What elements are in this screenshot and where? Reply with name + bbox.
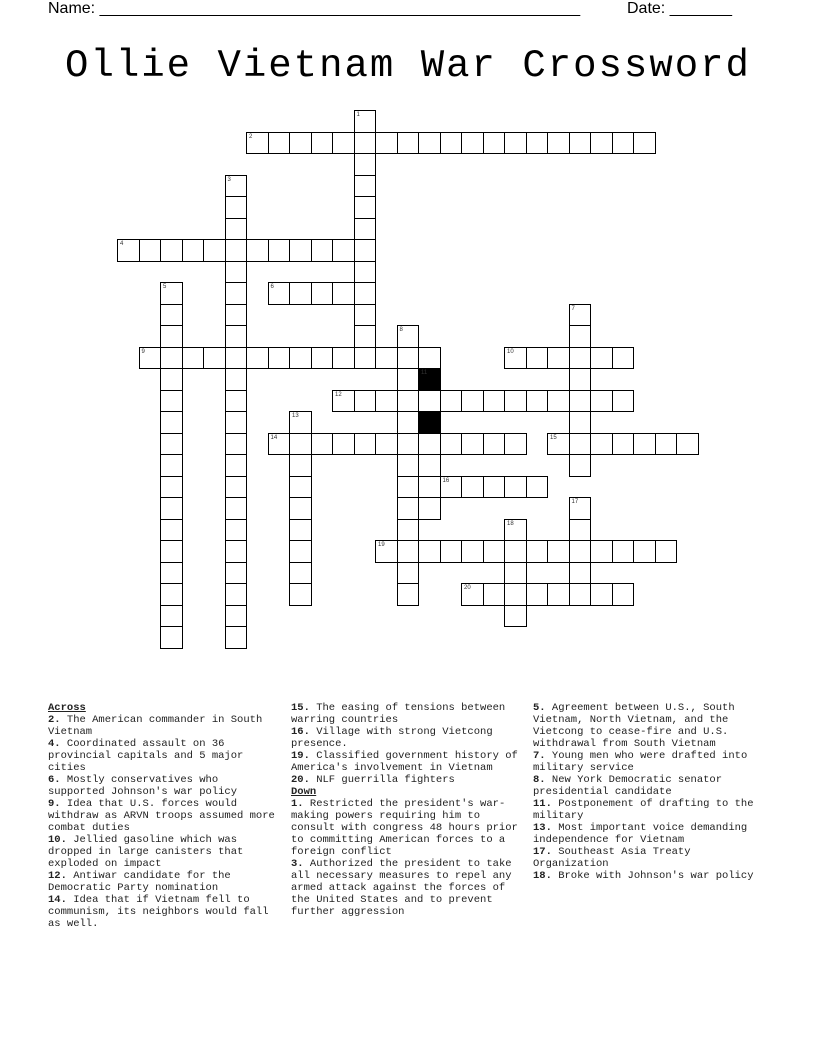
across-clue (48, 894, 278, 930)
grid-cell[interactable] (633, 540, 656, 563)
grid-cell[interactable] (225, 626, 248, 649)
grid-cell[interactable] (612, 390, 635, 413)
clue-number: 18 (507, 520, 514, 527)
grid-cell[interactable] (483, 132, 506, 155)
grid-cell[interactable] (289, 132, 312, 155)
clue-text: Village with strong Vietcong presence. (291, 726, 493, 750)
grid-cell[interactable] (268, 239, 291, 262)
clue-text: Idea that if Vietnam fell to communism, its neighbors would fall as well. (48, 894, 269, 930)
grid-cell[interactable] (590, 433, 613, 456)
grid-cell[interactable] (440, 433, 463, 456)
grid-cell[interactable] (397, 368, 420, 391)
grid-cell[interactable] (397, 562, 420, 585)
grid-cell[interactable] (418, 132, 441, 155)
clue-text: Idea that U.S. forces would withdraw as ARVN troops assumed more combat duties (48, 798, 275, 834)
grid-cell[interactable] (504, 583, 527, 606)
grid-cell[interactable] (225, 476, 248, 499)
grid-cell[interactable] (504, 540, 527, 563)
grid-cell[interactable] (547, 433, 570, 456)
grid-cell[interactable] (612, 540, 635, 563)
grid-cell[interactable] (139, 347, 162, 370)
down-clue (291, 858, 521, 918)
clue-number: 10 (507, 348, 514, 355)
grid-cell[interactable] (612, 433, 635, 456)
grid-cell[interactable] (397, 433, 420, 456)
grid-cell[interactable] (461, 540, 484, 563)
grid-cell[interactable] (289, 454, 312, 477)
grid-cell[interactable] (397, 411, 420, 434)
clue-text: Coordinated assault on 36 provincial capitals and 5 major cities (48, 738, 244, 774)
grid-cell[interactable] (612, 347, 635, 370)
grid-cell[interactable] (160, 411, 183, 434)
grid-cell[interactable] (160, 282, 183, 305)
down-clue (533, 750, 758, 774)
clue-label: 3. (291, 858, 304, 870)
clue-number: 2 (249, 133, 253, 140)
clue-text: Authorized the president to take all necessary measures to repel any armed attack against the forces of the United States and to prevent further aggression (291, 858, 512, 918)
grid-cell[interactable] (569, 132, 592, 155)
page-title: Ollie Vietnam War Crossword (65, 44, 751, 88)
clue-number: 7 (571, 305, 575, 312)
grid-cell[interactable] (203, 347, 226, 370)
clues-column-2 (291, 702, 521, 918)
grid-cell[interactable] (483, 390, 506, 413)
clue-text: Young men who were drafted into military service (533, 750, 748, 774)
grid-cell[interactable] (354, 282, 377, 305)
clue-label: 14. (48, 894, 67, 906)
grid-cell[interactable] (569, 325, 592, 348)
grid-cell[interactable] (160, 562, 183, 585)
grid-cell[interactable] (440, 390, 463, 413)
grid-cell[interactable] (268, 132, 291, 155)
clue-number: 13 (292, 413, 299, 419)
grid-cell[interactable] (160, 583, 183, 606)
grid-cell[interactable] (225, 519, 248, 542)
grid-cell[interactable] (268, 347, 291, 370)
grid-cell[interactable] (526, 476, 549, 499)
grid-cell[interactable] (504, 476, 527, 499)
grid-cell[interactable] (504, 605, 527, 628)
grid-cell[interactable] (526, 540, 549, 563)
grid-cell[interactable] (375, 390, 398, 413)
grid-cell[interactable] (569, 347, 592, 370)
grid-cell[interactable] (483, 433, 506, 456)
grid-cell[interactable] (375, 132, 398, 155)
grid-cell[interactable] (397, 476, 420, 499)
grid-cell[interactable] (569, 497, 592, 520)
grid-cell[interactable] (225, 562, 248, 585)
grid-cell[interactable] (117, 239, 140, 262)
down-clue (291, 798, 521, 858)
grid-cell[interactable] (289, 433, 312, 456)
grid-cell[interactable] (225, 390, 248, 413)
clue-text: Restricted the president's war-making powers requiring him to consult with congress 48 hours prior to committing American forces to a foreign conflict (291, 798, 518, 858)
grid-cell[interactable] (182, 239, 205, 262)
grid-cell[interactable] (160, 519, 183, 542)
clue-label: 6. (48, 774, 61, 786)
grid-cell[interactable] (225, 196, 248, 219)
grid-cell[interactable] (289, 583, 312, 606)
grid-cell[interactable] (483, 540, 506, 563)
clue-text: NLF guerrilla fighters (309, 774, 455, 786)
clue-label: 15. (291, 702, 310, 714)
grid-cell[interactable] (332, 433, 355, 456)
grid-cell[interactable] (526, 132, 549, 155)
grid-cell[interactable] (375, 433, 398, 456)
grid-cell[interactable] (139, 239, 162, 262)
clue-number: 4 (120, 241, 124, 247)
grid-cell[interactable] (354, 433, 377, 456)
black-cell (418, 368, 441, 391)
grid-cell[interactable] (289, 519, 312, 542)
grid-cell[interactable] (246, 239, 269, 262)
clue-label: 12. (48, 870, 67, 882)
grid-cell[interactable] (160, 368, 183, 391)
grid-cell[interactable] (590, 390, 613, 413)
grid-cell[interactable] (569, 519, 592, 542)
grid-cell[interactable] (203, 239, 226, 262)
down-clue (533, 870, 758, 882)
grid-cell[interactable] (354, 132, 377, 155)
across-clue (291, 702, 521, 726)
grid-cell[interactable] (160, 347, 183, 370)
across-clue (291, 750, 521, 774)
grid-cell[interactable] (225, 540, 248, 563)
grid-cell[interactable] (504, 132, 527, 155)
grid-cell[interactable] (397, 454, 420, 477)
grid-cell[interactable] (461, 390, 484, 413)
grid-cell[interactable] (461, 132, 484, 155)
clue-label: 2. (48, 714, 61, 726)
grid-cell[interactable] (332, 390, 355, 413)
grid-cell[interactable] (160, 325, 183, 348)
clue-label: 5. (533, 702, 546, 714)
grid-cell[interactable] (590, 583, 613, 606)
down-heading: Down (291, 786, 317, 798)
grid-cell[interactable] (504, 519, 527, 542)
grid-cell[interactable] (332, 132, 355, 155)
grid-cell[interactable] (418, 454, 441, 477)
clue-number: 1 (356, 112, 360, 118)
grid-cell[interactable] (311, 282, 334, 305)
grid-cell[interactable] (160, 390, 183, 413)
grid-cell[interactable] (354, 218, 377, 241)
clue-label: 18. (533, 870, 552, 882)
grid-cell[interactable] (547, 347, 570, 370)
grid-cell[interactable] (375, 540, 398, 563)
across-clue (48, 870, 278, 894)
grid-cell[interactable] (655, 540, 678, 563)
grid-cell[interactable] (569, 411, 592, 434)
grid-cell[interactable] (225, 497, 248, 520)
grid-cell[interactable] (289, 562, 312, 585)
grid-cell[interactable] (418, 476, 441, 499)
clue-label: 1. (291, 798, 304, 810)
clues-column-1 (48, 702, 278, 930)
grid-cell[interactable] (311, 347, 334, 370)
grid-cell[interactable] (225, 325, 248, 348)
clue-number: 14 (270, 434, 278, 441)
grid-cell[interactable] (225, 605, 248, 628)
grid-cell[interactable] (461, 583, 484, 606)
grid-cell[interactable] (354, 239, 377, 262)
grid-cell[interactable] (612, 583, 635, 606)
clue-number: 5 (163, 284, 167, 290)
date-field[interactable]: Date: _______ (627, 0, 732, 17)
grid-cell[interactable] (354, 261, 377, 284)
across-clue (48, 798, 278, 834)
grid-cell[interactable] (504, 347, 527, 370)
grid-cell[interactable] (246, 347, 269, 370)
grid-cell[interactable] (311, 132, 334, 155)
clue-text: Most important voice demanding independence for Vietnam (533, 822, 748, 846)
grid-cell[interactable] (225, 454, 248, 477)
grid-cell[interactable] (375, 347, 398, 370)
grid-cell[interactable] (504, 433, 527, 456)
clue-label: 10. (48, 834, 67, 846)
grid-cell[interactable] (612, 132, 635, 155)
clues-column-3 (533, 702, 758, 882)
grid-cell[interactable] (332, 239, 355, 262)
across-clue (48, 714, 278, 738)
grid-cell[interactable] (225, 583, 248, 606)
grid-cell[interactable] (504, 390, 527, 413)
clue-label: 19. (291, 750, 310, 762)
grid-cell[interactable] (590, 132, 613, 155)
grid-cell[interactable] (569, 390, 592, 413)
clue-number: 6 (270, 284, 274, 290)
grid-cell[interactable] (590, 347, 613, 370)
grid-cell[interactable] (547, 390, 570, 413)
grid-cell[interactable] (483, 476, 506, 499)
clue-text: The easing of tensions between warring countries (291, 702, 506, 726)
grid-cell[interactable] (268, 433, 291, 456)
clue-number: 20 (464, 585, 471, 591)
grid-cell[interactable] (160, 476, 183, 499)
grid-cell[interactable] (397, 519, 420, 542)
grid-cell[interactable] (225, 175, 248, 198)
clue-number: 11 (421, 370, 428, 376)
grid-cell[interactable] (418, 433, 441, 456)
clue-text: New York Democratic senator presidential candidate (533, 774, 723, 798)
grid-cell[interactable] (397, 583, 420, 606)
across-clue (48, 738, 278, 774)
grid-cell[interactable] (526, 583, 549, 606)
clue-label: 11. (533, 798, 552, 810)
across-clue (291, 774, 521, 786)
grid-cell[interactable] (246, 132, 269, 155)
grid-cell[interactable] (547, 540, 570, 563)
grid-cell[interactable] (289, 497, 312, 520)
clue-label: 13. (533, 822, 552, 834)
grid-cell[interactable] (225, 433, 248, 456)
grid-cell[interactable] (547, 583, 570, 606)
grid-cell[interactable] (397, 325, 420, 348)
grid-cell[interactable] (418, 540, 441, 563)
grid-cell[interactable] (332, 282, 355, 305)
clue-number: 9 (141, 348, 145, 355)
grid-cell[interactable] (461, 476, 484, 499)
clue-text: Mostly conservatives who supported Johnson's war policy (48, 774, 238, 798)
clue-number: 16 (442, 477, 450, 484)
grid-cell[interactable] (225, 261, 248, 284)
clue-text: Broke with Johnson's war policy (551, 870, 754, 882)
grid-cell[interactable] (225, 411, 248, 434)
grid-cell[interactable] (225, 304, 248, 327)
grid-cell[interactable] (418, 390, 441, 413)
grid-cell[interactable] (440, 132, 463, 155)
clue-label: 7. (533, 750, 546, 762)
grid-cell[interactable] (569, 454, 592, 477)
grid-cell[interactable] (590, 540, 613, 563)
clue-text: Postponement of drafting to the military (533, 798, 754, 822)
grid-cell[interactable] (354, 347, 377, 370)
grid-cell[interactable] (440, 540, 463, 563)
clue-text: The American commander in South Vietnam (48, 714, 263, 738)
clue-number: 12 (335, 391, 342, 398)
grid-cell[interactable] (289, 347, 312, 370)
grid-cell[interactable] (633, 433, 656, 456)
grid-cell[interactable] (289, 540, 312, 563)
grid-cell[interactable] (289, 282, 312, 305)
header (48, 0, 732, 18)
grid-cell[interactable] (418, 347, 441, 370)
clue-number: 19 (378, 542, 385, 548)
grid-cell[interactable] (569, 433, 592, 456)
grid-cell[interactable] (569, 583, 592, 606)
clue-label: 4. (48, 738, 61, 750)
grid-cell[interactable] (160, 540, 183, 563)
clue-label: 16. (291, 726, 310, 738)
name-field[interactable]: Name: ______________________________________________________ (48, 0, 581, 17)
grid-cell[interactable] (676, 433, 699, 456)
grid-cell[interactable] (504, 562, 527, 585)
clue-label: 8. (533, 774, 546, 786)
grid-cell[interactable] (354, 153, 377, 176)
grid-cell[interactable] (160, 454, 183, 477)
grid-cell[interactable] (160, 239, 183, 262)
grid-cell[interactable] (354, 196, 377, 219)
down-clue (533, 846, 758, 870)
grid-cell[interactable] (311, 433, 334, 456)
grid-cell[interactable] (354, 390, 377, 413)
grid-cell[interactable] (160, 304, 183, 327)
grid-cell[interactable] (160, 433, 183, 456)
clue-text: Agreement between U.S., South Vietnam, North Vietnam, and the Vietcong to cease-fire and U.S. withdrawal from South Vietnam (533, 702, 735, 750)
grid-cell[interactable] (354, 110, 377, 133)
grid-cell[interactable] (483, 583, 506, 606)
grid-cell[interactable] (569, 540, 592, 563)
down-clue (533, 702, 758, 750)
grid-cell[interactable] (397, 132, 420, 155)
grid-cell[interactable] (569, 562, 592, 585)
grid-cell[interactable] (289, 476, 312, 499)
grid-cell[interactable] (289, 239, 312, 262)
down-clue (533, 774, 758, 798)
across-heading: Across (48, 702, 86, 714)
clue-text: Classified government history of America's involvement in Vietnam (291, 750, 518, 774)
grid-cell[interactable] (225, 218, 248, 241)
clue-number: 15 (550, 434, 557, 441)
grid-cell[interactable] (268, 282, 291, 305)
grid-cell[interactable] (569, 304, 592, 327)
grid-cell[interactable] (354, 304, 377, 327)
grid-cell[interactable] (569, 368, 592, 391)
down-clue (533, 822, 758, 846)
grid-cell[interactable] (354, 175, 377, 198)
clue-label: 17. (533, 846, 552, 858)
clue-label: 9. (48, 798, 61, 810)
black-cell (418, 411, 441, 434)
grid-cell[interactable] (160, 605, 183, 628)
grid-cell[interactable] (225, 368, 248, 391)
clue-number: 17 (571, 499, 579, 505)
grid-cell[interactable] (225, 282, 248, 305)
clue-number: 3 (227, 176, 231, 183)
grid-cell[interactable] (289, 411, 312, 434)
grid-cell[interactable] (461, 433, 484, 456)
grid-cell[interactable] (311, 239, 334, 262)
grid-cell[interactable] (354, 325, 377, 348)
across-clue (48, 774, 278, 798)
across-clue (291, 726, 521, 750)
grid-cell[interactable] (160, 626, 183, 649)
grid-cell[interactable] (225, 239, 248, 262)
clue-label: 20. (291, 774, 310, 786)
clue-number: 8 (399, 327, 403, 333)
grid-cell[interactable] (418, 497, 441, 520)
clue-text: Southeast Asia Treaty Organization (533, 846, 691, 870)
clue-text: Antiwar candidate for the Democratic Party nomination (48, 870, 231, 894)
grid-cell[interactable] (440, 476, 463, 499)
grid-cell[interactable] (547, 132, 570, 155)
grid-cell[interactable] (526, 390, 549, 413)
clue-text: Jellied gasoline which was dropped in large canisters that exploded on impact (48, 834, 244, 870)
grid-cell[interactable] (655, 433, 678, 456)
across-clue (48, 834, 278, 870)
grid-cell[interactable] (225, 347, 248, 370)
grid-cell[interactable] (397, 540, 420, 563)
grid-cell[interactable] (397, 347, 420, 370)
grid-cell[interactable] (160, 497, 183, 520)
grid-cell[interactable] (182, 347, 205, 370)
grid-cell[interactable] (397, 390, 420, 413)
down-clue (533, 798, 758, 822)
grid-cell[interactable] (526, 347, 549, 370)
grid-cell[interactable] (332, 347, 355, 370)
grid-cell[interactable] (397, 497, 420, 520)
grid-cell[interactable] (633, 132, 656, 155)
